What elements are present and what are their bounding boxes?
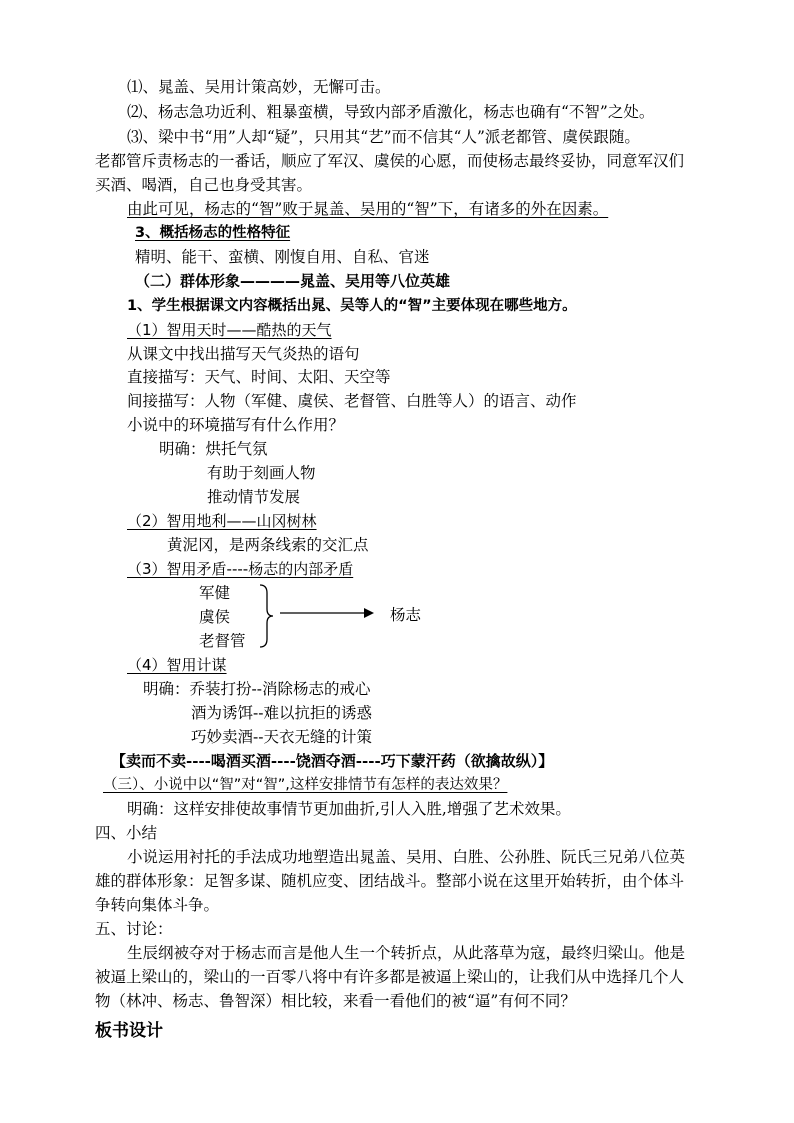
brace-icon [258,583,278,649]
text-line: 从课文中找出描写天气炎热的语句 [127,345,360,363]
paragraph-line: 生辰纲被夺对于杨志而言是他人生一个转折点，从此落草为寇，最终归梁山。他是 [127,944,686,962]
text-line: 直接描写：天气、时间、太阳、天空等 [127,368,391,386]
sub-heading: （1）智用天时——酷热的天气 [127,321,332,339]
text-line: 间接描写：人物（军健、虞侯、老督管、白胜等人）的语言、动作 [127,392,577,410]
diagram-item: 老督管 [199,632,246,650]
answer-line: 酒为诱饵--难以抗拒的诱惑 [191,704,372,722]
answer-line: 有助于刻画人物 [207,464,316,482]
sub-heading: （4）智用计谋 [127,656,227,674]
paragraph-line: 被逼上梁山的，梁山的一百零八将中有许多都是被逼上梁山的，让我们从中选择几个人 [95,968,685,986]
sub-heading: （2）智用地利——山冈树林 [127,512,317,530]
section-heading: 1、学生根据课文内容概括出晁、吴等人的“智”主要体现在哪些地方。 [127,298,577,314]
section-heading: （三）、小说中以“智”对“智”,这样安排情节有怎样的表达效果？ [103,777,508,793]
conclusion-line: 由此可见，杨志的“智”败于晁盖、吴用的“智”下，有诸多的外在因素。 [127,200,609,218]
answer-line: 明确：烘托气氛 [159,440,268,458]
summary-bracket-line: 【卖而不卖----喝酒买酒----饶酒夺酒----巧下蒙汗药（欲擒故纵）】 [111,752,554,770]
point-1: ⑴、晁盖、吴用计策高妙，无懈可击。 [127,78,391,96]
section-heading: 五、讨论： [95,920,173,938]
diagram-item: 军健 [199,584,231,602]
answer-line: 巧妙卖酒--天衣无缝的计策 [191,728,372,746]
diagram-target: 杨志 [390,606,422,624]
paragraph-line: 雄的群体形象：足智多谋、随机应变、团结战斗。整部小说在这里开始转折，由个体斗 [95,872,685,890]
arrow-right-icon [280,606,376,620]
question-line: 小说中的环境描写有什么作用？ [127,416,345,434]
paragraph-line: 争转向集体斗争。 [95,896,220,914]
sub-heading: （3）智用矛盾----杨志的内部矛盾 [127,560,354,578]
paragraph-line: 买酒、喝酒，自己也身受其害。 [95,176,313,194]
answer-line: 明确：乔装打扮--消除杨志的戒心 [143,680,371,698]
answer-line: 明确：这样安排使故事情节更加曲折,引人入胜,增强了艺术效果。 [127,800,571,818]
paragraph-line: 物（林冲、杨志、鲁智深）相比较，来看一看他们的被“逼”有何不同？ [95,992,576,1010]
diagram-item: 虞侯 [199,608,231,626]
point-3: ⑶、梁中书“用”人却“疑”，只用其“艺”而不信其“人”派老都管、虞侯跟随。 [127,128,640,146]
point-2: ⑵、杨志急功近利、粗暴蛮横，导致内部矛盾激化，杨志也确有“不智”之处。 [127,103,655,121]
answer-line: 推动情节发展 [207,488,301,506]
paragraph-line: 小说运用衬托的手法成功地塑造出晁盖、吴用、白胜、公孙胜、阮氏三兄弟八位英 [127,848,686,866]
board-design-heading: 板书设计 [95,1021,163,1041]
section-heading: 四、小结 [95,824,158,842]
section-heading: 3、概括杨志的性格特征 [135,225,291,241]
text-line: 黄泥冈，是两条线索的交汇点 [167,536,369,554]
section-heading: （二）群体形象————晁盖、吴用等八位英雄 [135,272,451,290]
paragraph-line: 老都管斥责杨志的一番话，顺应了军汉、虞侯的心愿，而使杨志最终妥协，同意军汉们 [95,152,685,170]
trait-list: 精明、能干、蛮横、刚愎自用、自私、官迷 [135,248,430,266]
